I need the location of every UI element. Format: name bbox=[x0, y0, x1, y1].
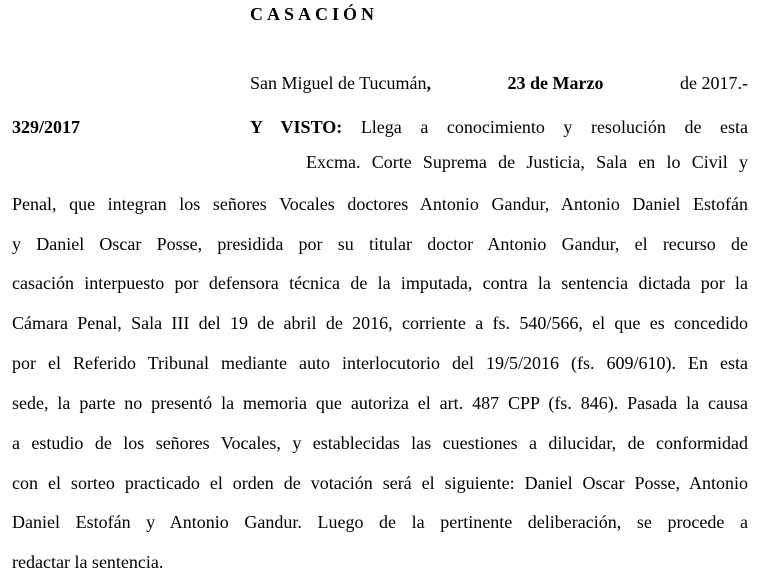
text-line-1: Y VISTO: Llega a conocimiento y resolución de esta bbox=[250, 117, 749, 137]
text-line-2: Excma. Corte Suprema de Justicia, Sala en lo Civil y bbox=[306, 152, 748, 172]
document-heading: CASACIÓN bbox=[250, 4, 379, 24]
text-line-11: Daniel Estofán y Antonio Gandur. Luego de la pertinente deliberación, se procede a bbox=[12, 512, 748, 532]
text-line-6: Cámara Penal, Sala III del 19 de abril de 2016, corriente a fs. 540/566, el que es concedido bbox=[12, 313, 748, 333]
text-line-4: y Daniel Oscar Posse, presidida por su titular doctor Antonio Gandur, el recurso de bbox=[12, 234, 748, 254]
date-city: San Miguel de Tucumán, bbox=[250, 73, 432, 93]
date-line bbox=[250, 73, 748, 94]
date-year: de 2017.- bbox=[680, 73, 748, 93]
text-line-9: a estudio de los señores Vocales, y establecidas las cuestiones a dilucidar, de conformidad bbox=[12, 433, 748, 453]
text-line-3: Penal, que integran los señores Vocales doctores Antonio Gandur, Antonio Daniel Estofán bbox=[12, 194, 748, 214]
date-day-month: 23 de Marzo bbox=[507, 73, 604, 93]
text-line-8: sede, la parte no presentó la memoria que autoriza el art. 487 CPP (fs. 846). Pasada la causa bbox=[12, 393, 748, 413]
text-line-10: con el sorteo practicado el orden de votación será el siguiente: Daniel Oscar Posse, Antonio bbox=[12, 473, 748, 493]
text-line-12: redactar la sentencia. bbox=[12, 552, 164, 572]
text-line-5: casación interpuesto por defensora técnica de la imputada, contra la sentencia dictada por la bbox=[12, 273, 748, 293]
case-number: 329/2017 bbox=[12, 117, 81, 137]
visto-label: Y VISTO: bbox=[250, 117, 343, 137]
text-line-7: por el Referido Tribunal mediante auto interlocutorio del 19/5/2016 (fs. 609/610). En esta bbox=[12, 353, 748, 373]
